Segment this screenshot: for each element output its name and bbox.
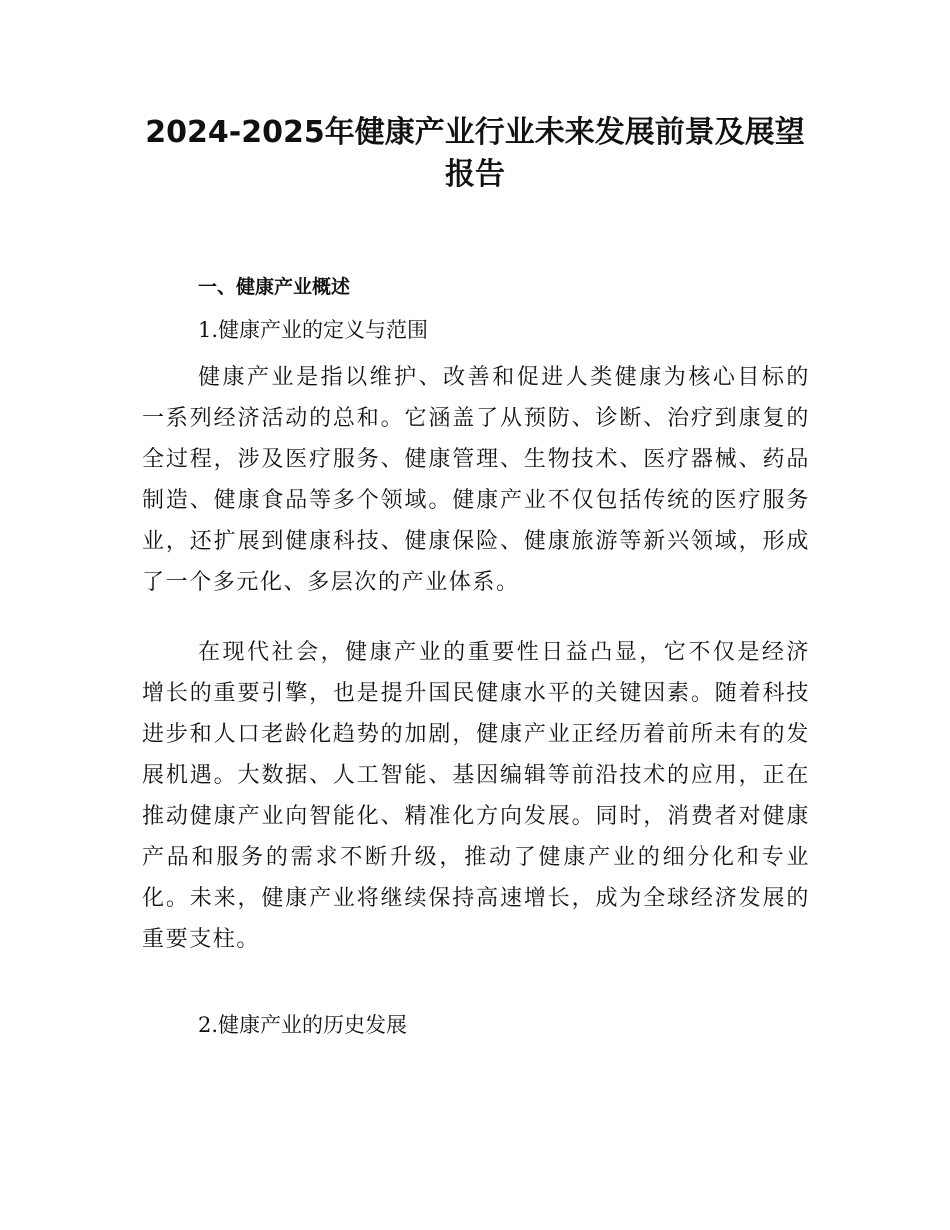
paragraph-importance: 在现代社会，健康产业的重要性日益凸显，它不仅是经济增长的重要引擎，也是提升国民健康水平的关键因素。随着科技进步和人口老龄化趋势的加剧，健康产业正经历着前所未有的发展机遇。大数据、人工智能、基因编辑等前沿技术的应用，正在推动健康产业向智能化、精准化方向发展。同时，消费者对健康产品和服务的需求不断升级，推动了健康产业的细分化和专业化。未来，健康产业将继续保持高速增长，成为全球经济发展的重要支柱。 — [142, 640, 810, 952]
document-title — [140, 112, 810, 196]
subsection-heading-definition: 1.健康产业的定义与范围 — [198, 318, 429, 342]
subsection-heading-history: 2.健康产业的历史发展 — [198, 1013, 408, 1037]
title-line-2: 报告 — [445, 157, 505, 192]
paragraph-definition: 健康产业是指以维护、改善和促进人类健康为核心目标的一系列经济活动的总和。它涵盖了从预防、诊断、治疗到康复的全过程，涉及医疗服务、健康管理、生物技术、医疗器械、药品制造、健康食品等多个领域。健康产业不仅包括传统的医疗服务业，还扩展到健康科技、健康保险、健康旅游等新兴领域，形成了一个多元化、多层次的产业体系。 — [142, 365, 810, 595]
section-heading-overview: 一、健康产业概述 — [198, 276, 351, 298]
title-line-1: 2024-2025年健康产业行业未来发展前景及展望 — [145, 115, 805, 150]
